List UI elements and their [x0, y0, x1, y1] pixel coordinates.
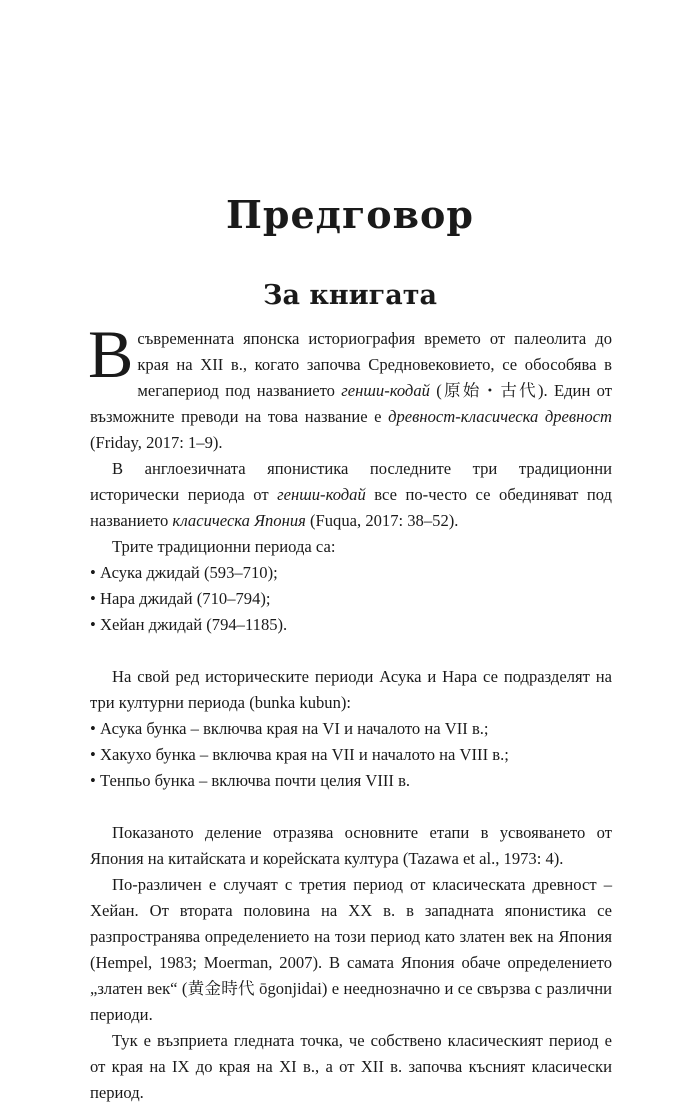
list-item: • Хакухо бунка – включва края на VII и началото на VIII в.;	[90, 745, 509, 764]
body-text	[88, 316, 612, 1106]
chapter-title: Предговор	[226, 192, 474, 237]
paragraph-6: По-различен е случаят с третия период от класическата древност – Хейан. От втората половина на XX в. в западната японистика се разпространява определението на този период като златен век на Япония (Hempel, 1983; Moerman, 2007). В самата Япония обаче определението „златен век“ (黄金時代 ōgonjidai) е нееднозначно и се свързва с различни периоди.	[90, 875, 612, 1024]
period-list	[90, 560, 612, 638]
paragraph-1: В съвременната японска историография времето от палеолита до края на XII в., когато започва Средновековието, се обособява в мегапериод под названието генши-кодай (原始・古代). Един от възможните преводи на това название е древност-класическа древност (Friday, 2017: 1–9).	[88, 316, 612, 452]
list-item: • Асука джидай (593–710);	[90, 563, 278, 582]
list-item: • Нара джидай (710–794);	[90, 589, 271, 608]
section-title: За книгата	[263, 280, 437, 311]
paragraph-7: Тук е възприета гледната точка, че собствено класическият период е от края на IX до края на XI в., а от XII в. започва късният класически период.	[90, 1031, 612, 1102]
paragraph-5: Показаното деление отразява основните етапи в усвояването от Япония на китайската и корейската култура (Tazawa et al., 1973: 4).	[90, 823, 612, 868]
paragraph-2: В англоезичната японистика последните три традиционни исторически периода от генши-кодай все по-често се обединяват под названието класическа Япония (Fuqua, 2017: 38–52).	[90, 459, 612, 530]
list-item: • Асука бунка – включва края на VI и началото на VII в.;	[90, 719, 489, 738]
list-item: • Хейан джидай (794–1185).	[90, 615, 288, 634]
list-item: • Тенпьо бунка – включва почти целия VIII в.	[90, 771, 411, 790]
paragraph-3: Трите традиционни периода са:	[112, 537, 336, 556]
drop-cap: В	[88, 316, 134, 392]
paragraph-4: На свой ред историческите периоди Асука и Нара се подразделят на три културни периода (bunka kubun):	[90, 667, 612, 712]
culture-period-list	[90, 716, 612, 794]
